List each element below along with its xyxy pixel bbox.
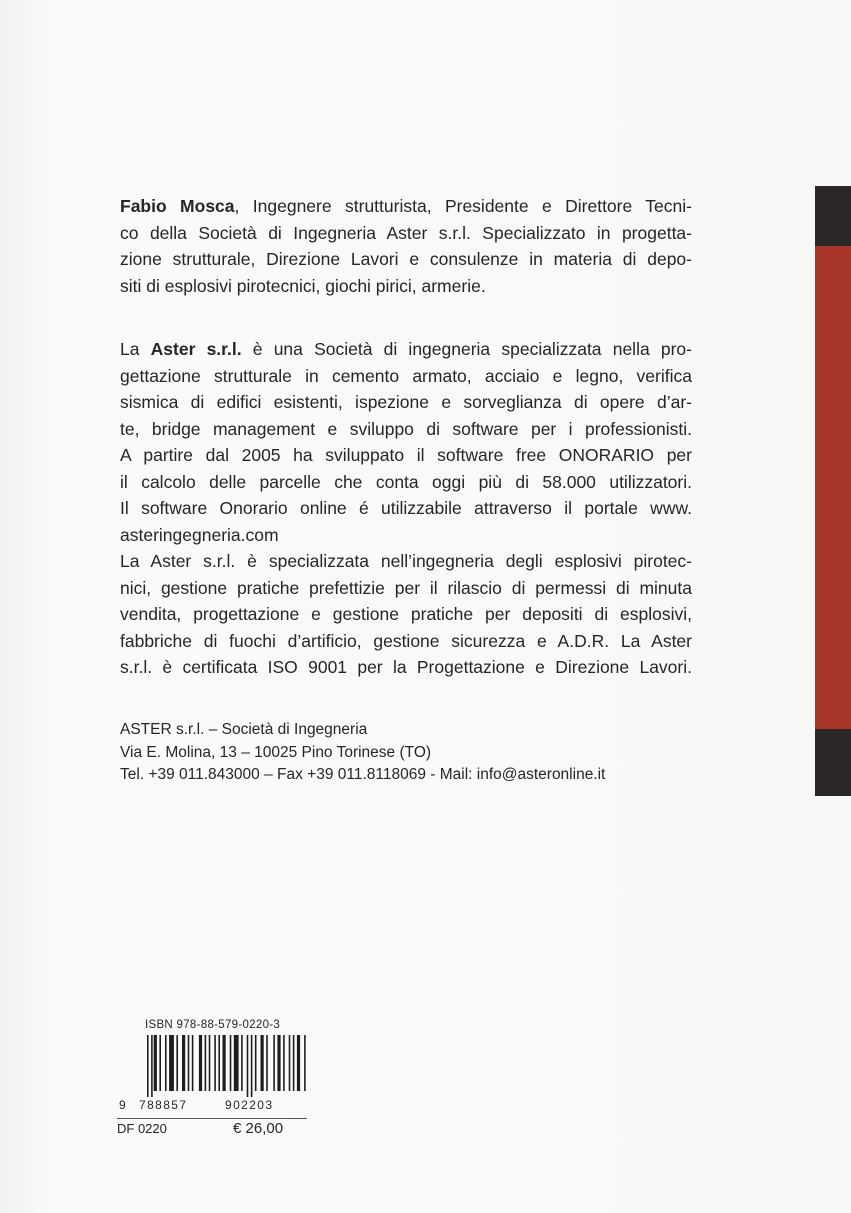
barcode-bar (234, 1035, 239, 1091)
barcode-bar (251, 1035, 253, 1097)
barcode-bar (273, 1035, 275, 1091)
barcode-bar (241, 1035, 243, 1091)
barcode-bar (223, 1035, 226, 1091)
barcode-bar (176, 1035, 178, 1091)
company-description-line: vendita, progettazione e gestione pratiche per depositi di esplosivi, (120, 604, 692, 624)
barcode-bar (205, 1035, 207, 1091)
barcode-bar (230, 1035, 232, 1091)
barcode-bar (304, 1035, 306, 1091)
barcode-bar (209, 1035, 211, 1091)
company-description-line: te, bridge management e sviluppo di software per i professionisti. (120, 418, 692, 439)
side-band-red (815, 246, 851, 729)
company-description-line: La Aster s.r.l. è specializzata nell’ingegneria degli esplosivi pirotec- (120, 551, 692, 571)
barcode-divider (117, 1118, 307, 1119)
barcode-bar (261, 1035, 264, 1091)
company-description-line: nici, gestione pratiche prefettizie per il rilascio di permessi di minuta (120, 577, 692, 598)
barcode-bar (247, 1035, 249, 1097)
barcode-bar (289, 1035, 291, 1091)
contact-company: ASTER s.r.l. – Società di Ingegneria (120, 721, 368, 738)
author-bio (120, 193, 692, 299)
barcode-bar (159, 1035, 161, 1091)
barcode-icon (117, 1035, 307, 1097)
company-description-line: asteringegneria.com (120, 524, 279, 545)
company-description-line: s.r.l. è certificata ISO 9001 per la Progettazione e Direzione Lavori. (120, 657, 692, 677)
barcode-right-digits: 902203 (225, 1098, 274, 1112)
product-code: DF 0220 (117, 1121, 167, 1136)
barcode-first-digit: 9 (119, 1098, 128, 1112)
contact-address: Via E. Molina, 13 – 10025 Pino Torinese (TO) (120, 743, 432, 761)
company-description (120, 336, 692, 681)
barcode-bar (154, 1035, 157, 1091)
author-bio-line: co della Società di Ingegneria Aster s.r.l. Specializzato in progetta- (120, 222, 692, 243)
isbn-text: ISBN 978-88-579-0220-3 (145, 1019, 281, 1031)
side-band-dark-top (815, 186, 851, 246)
company-description-line: fabbriche di fuochi d’artificio, gestione sicurezza e A.D.R. La Aster (120, 630, 692, 651)
company-description-line: La Aster s.r.l. è una Società di ingegneria specializzata nella pro- (120, 339, 692, 359)
author-bio-line: siti di esplosivi pirotecnici, giochi pirici, armerie. (120, 275, 486, 296)
barcode-bar (192, 1035, 194, 1091)
author-bio-line: Fabio Mosca, Ingegnere strutturista, Presidente e Direttore Tecni- (120, 196, 692, 216)
contact-block (120, 719, 605, 787)
side-color-band (815, 186, 851, 796)
barcode-left-digits: 788857 (139, 1098, 188, 1112)
company-description-line: il calcolo delle parcelle che conta oggi più di 58.000 utilizzatori. (120, 471, 692, 492)
barcode-bar (218, 1035, 220, 1091)
barcode-bar (165, 1035, 167, 1091)
barcode-bar (293, 1035, 295, 1091)
barcode-bar (151, 1035, 153, 1097)
barcode-bar (277, 1035, 280, 1091)
contact-phone-fax-mail: Tel. +39 011.843000 – Fax +39 011.8118069 - Mail: info@asteronline.it (120, 766, 606, 783)
barcode-bar (199, 1035, 202, 1091)
barcode-bar (283, 1035, 285, 1091)
author-bio-line: zione strutturale, Direzione Lavori e consulenze in materia di depo- (120, 249, 692, 269)
author-name: Fabio Mosca (120, 196, 235, 216)
barcode-bar (266, 1035, 268, 1091)
company-name: Aster s.r.l. (150, 339, 242, 359)
company-description-line: sismica di edifici esistenti, ispezione e sorveglianza di opere d’ar- (120, 392, 692, 412)
price: € 26,00 (233, 1120, 284, 1137)
barcode-bar (188, 1035, 190, 1091)
side-band-dark-bottom (815, 729, 851, 796)
barcode-bar (182, 1035, 185, 1091)
barcode-bar (255, 1035, 257, 1091)
barcode-bar (147, 1035, 149, 1097)
barcode-bar (214, 1035, 216, 1091)
barcode-bar (169, 1035, 174, 1091)
company-description-line: A partire dal 2005 ha sviluppato il software free ONORARIO per (120, 445, 692, 465)
company-description-line: gettazione strutturale in cemento armato, acciaio e legno, verifica (120, 365, 692, 386)
company-description-line: Il software Onorario online é utilizzabile attraverso il portale www. (120, 498, 692, 518)
barcode-bar (297, 1035, 300, 1091)
